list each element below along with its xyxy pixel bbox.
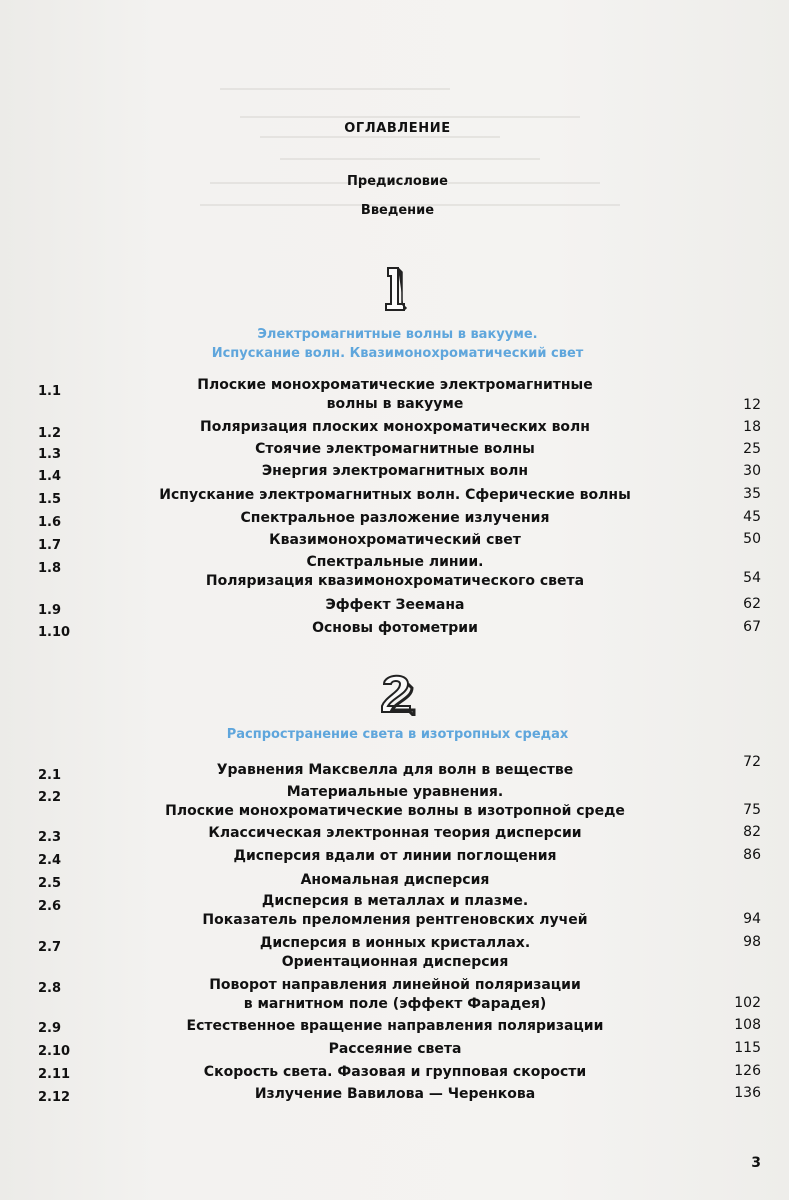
chapter-1-heading-line1: Электромагнитные волны в вакууме. bbox=[257, 327, 538, 342]
toc-title: ОГЛАВЛЕНИЕ bbox=[344, 121, 451, 136]
entry-number: 2.8 bbox=[38, 981, 62, 996]
entry-title: Энергия электромагнитных волн bbox=[261, 463, 529, 479]
entry-page: 115 bbox=[734, 1040, 761, 1056]
entry-title-line1: Поворот направления линейной поляризации bbox=[209, 977, 581, 993]
toc-front-introduction[interactable]: Введение bbox=[360, 203, 435, 218]
entry-page: 75 bbox=[743, 802, 761, 818]
entry-title-line2: в магнитном поле (эффект Фарадея) bbox=[243, 996, 547, 1012]
entry-page: 18 bbox=[743, 419, 761, 435]
chapter-2-numeral-icon bbox=[378, 670, 418, 716]
entry-number: 2.9 bbox=[38, 1021, 62, 1036]
entry-title: Испускание электромагнитных волн. Сферические волны bbox=[159, 487, 631, 503]
entry-title-line1: Дисперсия в металлах и плазме. bbox=[261, 893, 529, 909]
entry-number: 1.8 bbox=[38, 561, 62, 576]
entry-number: 1.5 bbox=[38, 492, 62, 507]
entry-number: 1.4 bbox=[38, 469, 62, 484]
entry-number: 1.1 bbox=[38, 384, 62, 399]
entry-number: 2.5 bbox=[38, 876, 62, 891]
entry-title: Рассеяние света bbox=[328, 1041, 462, 1057]
entry-number: 2.11 bbox=[38, 1067, 71, 1082]
entry-title-line1: Плоские монохроматические электромагнитные bbox=[197, 377, 593, 393]
entry-page: 45 bbox=[743, 509, 761, 525]
entry-title: Классическая электронная теория дисперсии bbox=[208, 825, 582, 841]
entry-title: Скорость света. Фазовая и групповая скорости bbox=[203, 1064, 587, 1080]
entry-title-line2: Ориентационная дисперсия bbox=[281, 954, 509, 970]
entry-number: 2.12 bbox=[38, 1090, 71, 1105]
chapter-1-numeral-icon bbox=[380, 264, 414, 314]
entry-number: 2.6 bbox=[38, 899, 62, 914]
entry-page: 108 bbox=[734, 1017, 761, 1033]
entry-number: 2.7 bbox=[38, 940, 62, 955]
entry-page: 12 bbox=[743, 397, 761, 413]
entry-number: 2.1 bbox=[38, 768, 62, 783]
entry-page: 67 bbox=[743, 619, 761, 635]
page-number: 3 bbox=[751, 1155, 761, 1171]
entry-page: 54 bbox=[743, 570, 761, 586]
entry-title-line1: Материальные уравнения. bbox=[286, 784, 504, 800]
entry-title: Естественное вращение направления поляризации bbox=[186, 1018, 604, 1034]
entry-page: 72 bbox=[743, 754, 761, 770]
bleed-through-icon bbox=[200, 75, 620, 215]
entry-number: 2.4 bbox=[38, 853, 62, 868]
entry-title-line2: Поляризация квазимонохроматического света bbox=[205, 573, 585, 589]
entry-title-line2: Показатель преломления рентгеновских лучей bbox=[202, 912, 588, 928]
entry-title: Уравнения Максвелла для волн в веществе bbox=[216, 762, 574, 778]
entry-title: Основы фотометрии bbox=[312, 620, 478, 636]
entry-title: Поляризация плоских монохроматических волн bbox=[200, 419, 590, 435]
entry-title: Спектральное разложение излучения bbox=[240, 510, 550, 526]
entry-page: 86 bbox=[743, 847, 761, 863]
entry-page: 82 bbox=[743, 824, 761, 840]
entry-page: 35 bbox=[743, 486, 761, 502]
entry-number: 1.9 bbox=[38, 603, 62, 618]
entry-title: Эффект Зеемана bbox=[325, 597, 465, 613]
entry-page: 102 bbox=[734, 995, 761, 1011]
entry-page: 136 bbox=[734, 1085, 761, 1101]
entry-number: 1.2 bbox=[38, 426, 62, 441]
entry-title: Дисперсия вдали от линии поглощения bbox=[233, 848, 557, 864]
toc-front-preface[interactable]: Предисловие bbox=[347, 174, 448, 189]
entry-number: 2.2 bbox=[38, 790, 62, 805]
entry-page: 30 bbox=[743, 463, 761, 479]
entry-title-line2: волны в вакууме bbox=[326, 396, 464, 412]
bleed-through-lines bbox=[200, 75, 620, 215]
entry-number: 1.3 bbox=[38, 447, 62, 462]
entry-title: Излучение Вавилова — Черенкова bbox=[254, 1086, 536, 1102]
entry-number: 1.10 bbox=[38, 625, 71, 640]
entry-page: 50 bbox=[743, 531, 761, 547]
entry-title-line2: Плоские монохроматические волны в изотропной среде bbox=[165, 803, 625, 819]
entry-page: 62 bbox=[743, 596, 761, 612]
entry-title: Аномальная дисперсия bbox=[300, 872, 490, 888]
entry-title-line1: Дисперсия в ионных кристаллах. bbox=[259, 935, 531, 951]
entry-number: 2.3 bbox=[38, 830, 62, 845]
chapter-2-heading: Распространение света в изотропных средах bbox=[226, 727, 569, 742]
entry-title: Квазимонохроматический свет bbox=[269, 532, 521, 548]
entry-number: 2.10 bbox=[38, 1044, 71, 1059]
entry-page: 98 bbox=[743, 934, 761, 950]
entry-page: 94 bbox=[743, 911, 761, 927]
entry-title-line1: Спектральные линии. bbox=[306, 554, 484, 570]
entry-number: 1.6 bbox=[38, 515, 62, 530]
entry-page: 25 bbox=[743, 441, 761, 457]
entry-page: 126 bbox=[734, 1063, 761, 1079]
entry-number: 1.7 bbox=[38, 538, 62, 553]
entry-title: Стоячие электромагнитные волны bbox=[255, 441, 535, 457]
chapter-1-heading-line2: Испускание волн. Квазимонохроматический свет bbox=[211, 346, 584, 361]
